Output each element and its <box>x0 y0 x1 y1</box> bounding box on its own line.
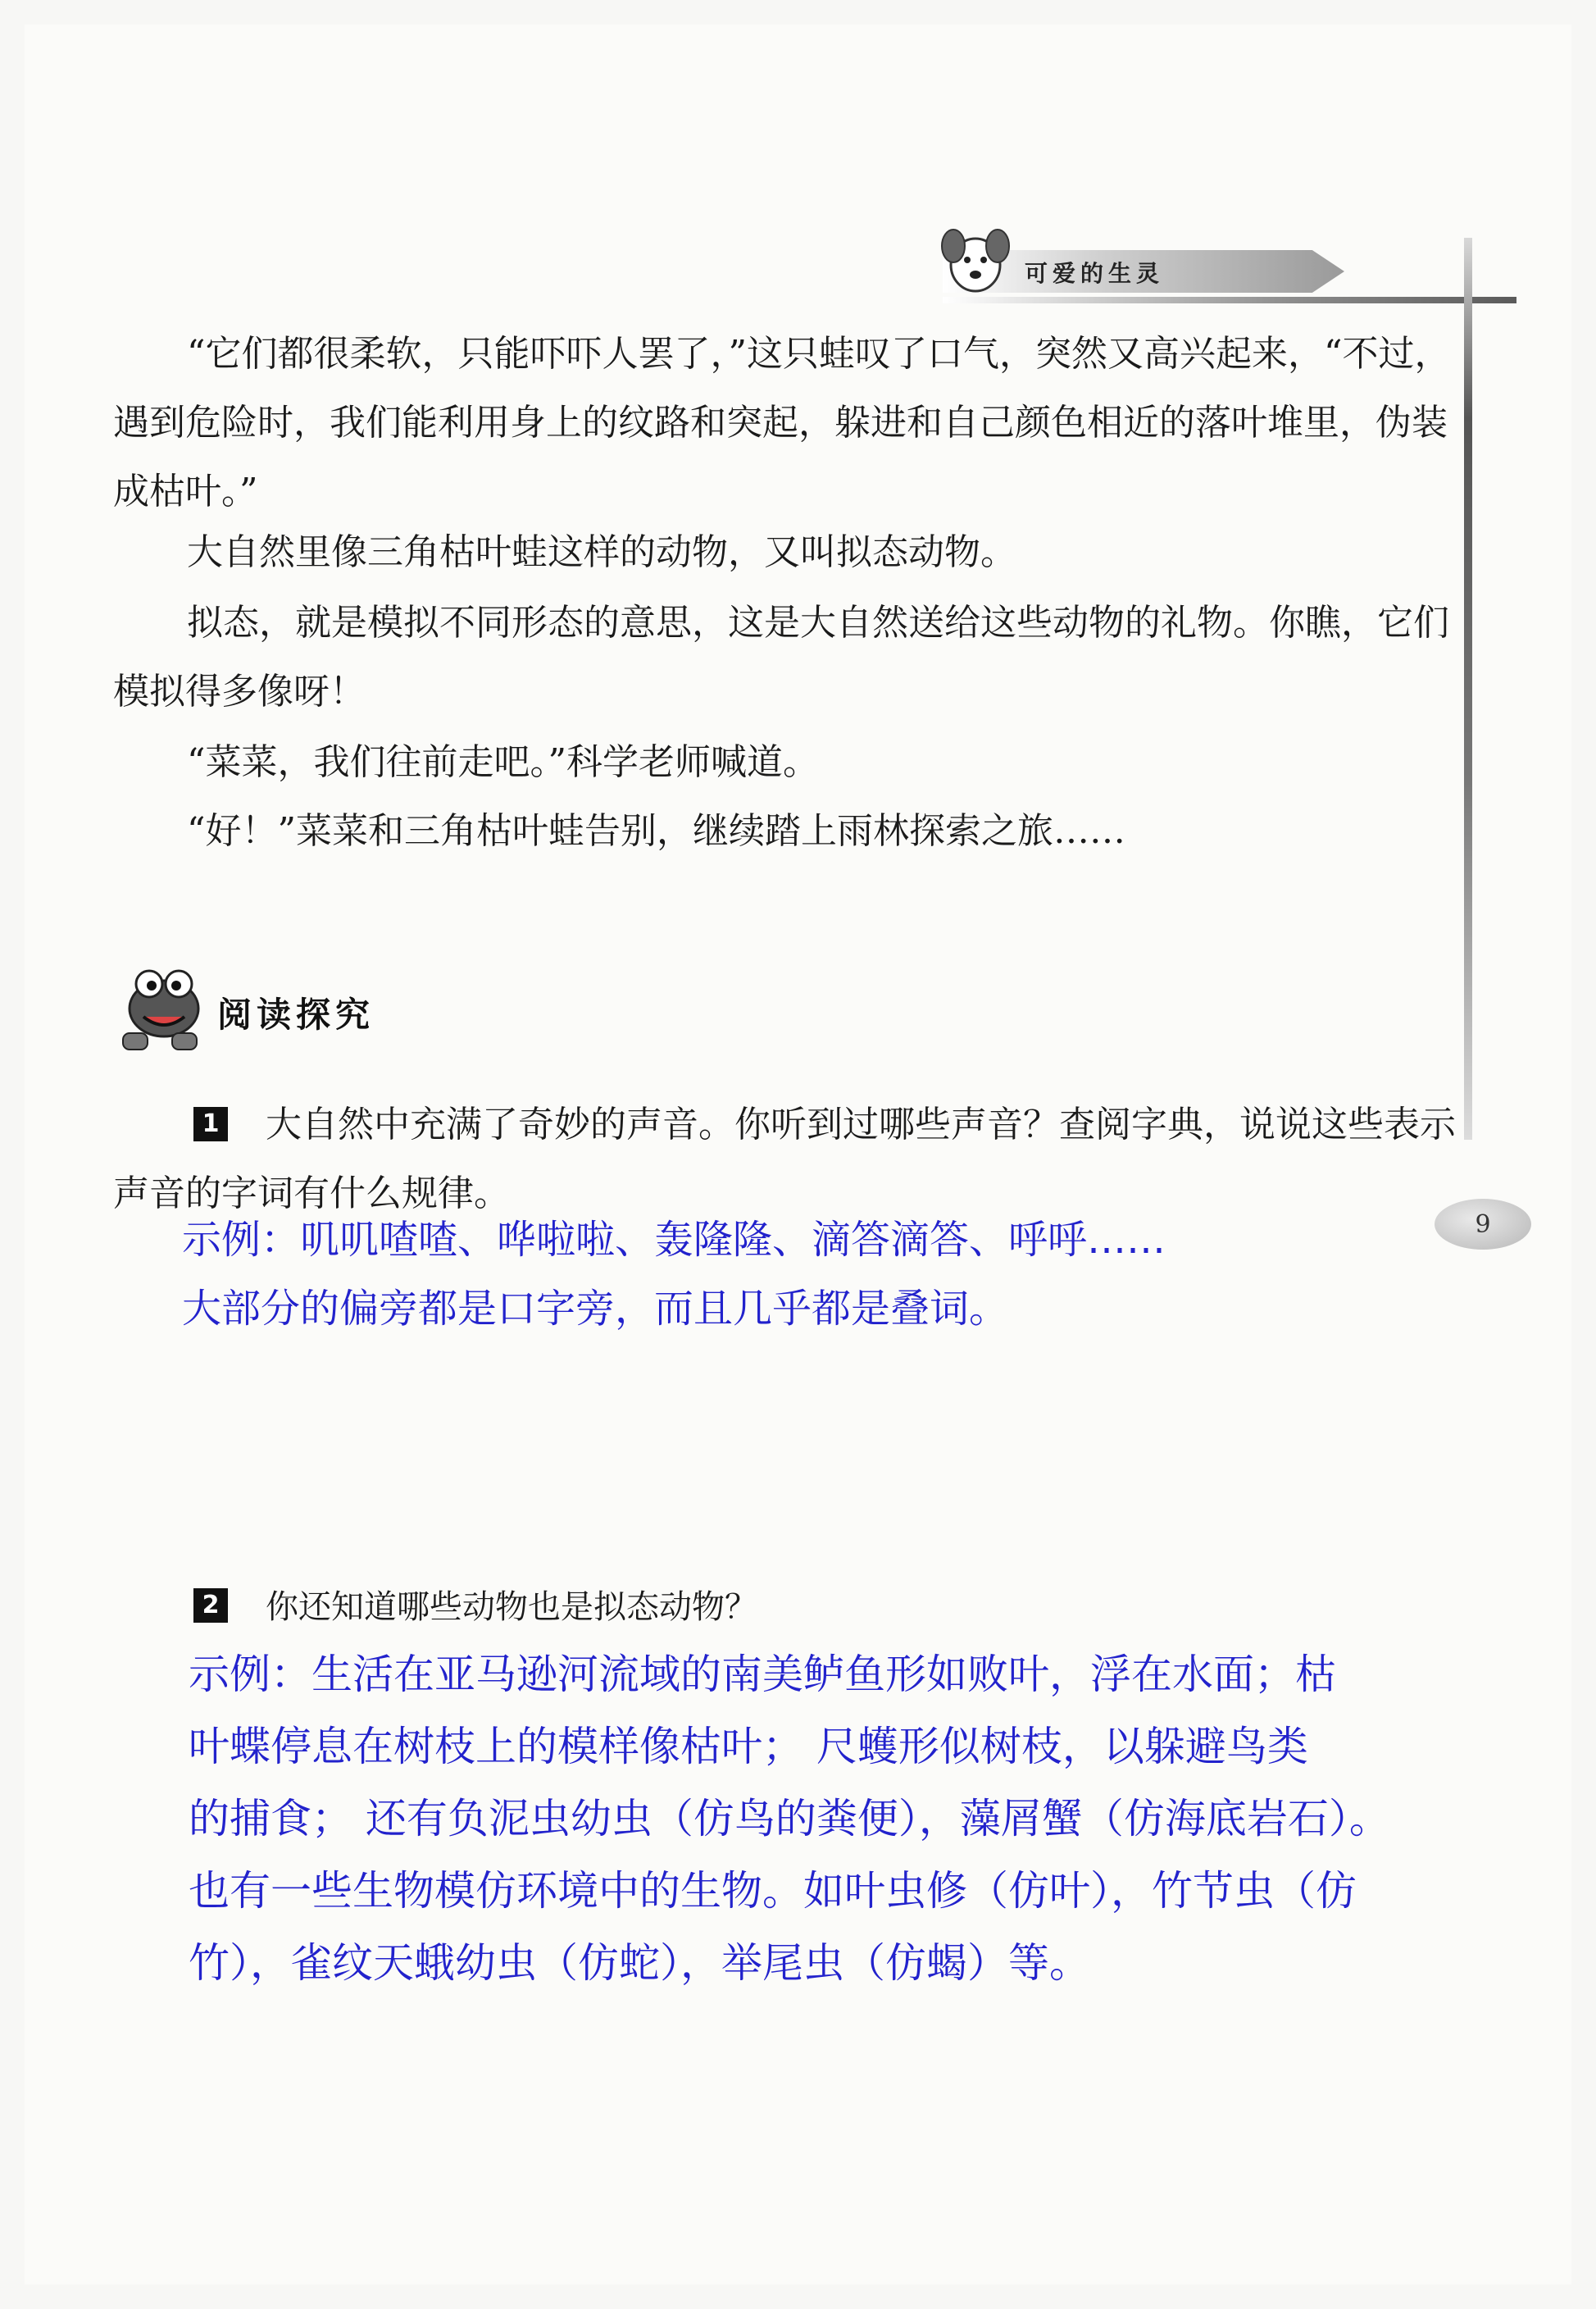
question-1 <box>113 1091 1457 1228</box>
story-paragraph-1: “它们都很柔软，只能吓吓人罢了，”这只蛙叹了口气，突然又高兴起来，“不过，遇到危险时，我们能利用身上的纹路和突起，躲进和自己颜色相近的落叶堆里，伪装成枯叶。” <box>113 333 1451 512</box>
side-bar <box>1464 238 1472 1140</box>
answer-1 <box>182 1214 1166 1351</box>
story-paragraph-5: “好！”菜菜和三角枯叶蛙告别，继续踏上雨林探索之旅…… <box>187 810 1125 852</box>
answer-line: 叶蝶停息在树枝上的模样像枯叶； 尺蠖形似树枝，以躲避鸟类 <box>189 1723 1308 1770</box>
question-2 <box>113 1573 1457 1642</box>
story-paragraph-2: 大自然里像三角枯叶蛙这样的动物，又叫拟态动物。 <box>187 531 1016 573</box>
section-title: 阅读探究 <box>217 995 375 1035</box>
header-title: 可爱的生灵 <box>1025 260 1165 287</box>
answer-line: 的捕食； 还有负泥虫幼虫（仿鸟的粪便），藻屑蟹（仿海底岩石）。 <box>189 1795 1390 1842</box>
question-text: 你还知道哪些动物也是拟态动物？ <box>266 1588 757 1626</box>
answer-line: 竹），雀纹天蛾幼虫（仿蛇），举尾虫（仿蝎）等。 <box>189 1939 1090 1987</box>
answer-line: 大部分的偏旁都是口字旁，而且几乎都是叠词。 <box>182 1286 1009 1332</box>
answer-line: 也有一些生物模仿环境中的生物。如叶虫修（仿叶），竹节虫（仿 <box>189 1867 1357 1915</box>
story-paragraph-4: “菜菜，我们往前走吧。”科学老师喊道。 <box>187 741 819 783</box>
page-number: 9 <box>1435 1199 1531 1250</box>
question-number: 1 <box>193 1107 228 1141</box>
answer-line: 示例：生活在亚马逊河流域的南美鲈鱼形如败叶，浮在水面；枯 <box>189 1651 1336 1698</box>
answer-2 <box>189 1638 1582 1999</box>
question-text: 大自然中充满了奇妙的声音。你听到过哪些声音？查阅字典，说说这些表示声音的字词有什么规律。 <box>113 1104 1456 1214</box>
question-number: 2 <box>193 1588 228 1623</box>
story-paragraph-3: 拟态，就是模拟不同形态的意思，这是大自然送给这些动物的礼物。你瞧，它们模拟得多像呀！ <box>113 602 1449 713</box>
answer-line: 示例：叽叽喳喳、哗啦啦、轰隆隆、滴答滴答、呼呼…… <box>182 1217 1166 1263</box>
header-rule <box>943 297 1516 303</box>
dog-icon <box>930 217 1021 299</box>
